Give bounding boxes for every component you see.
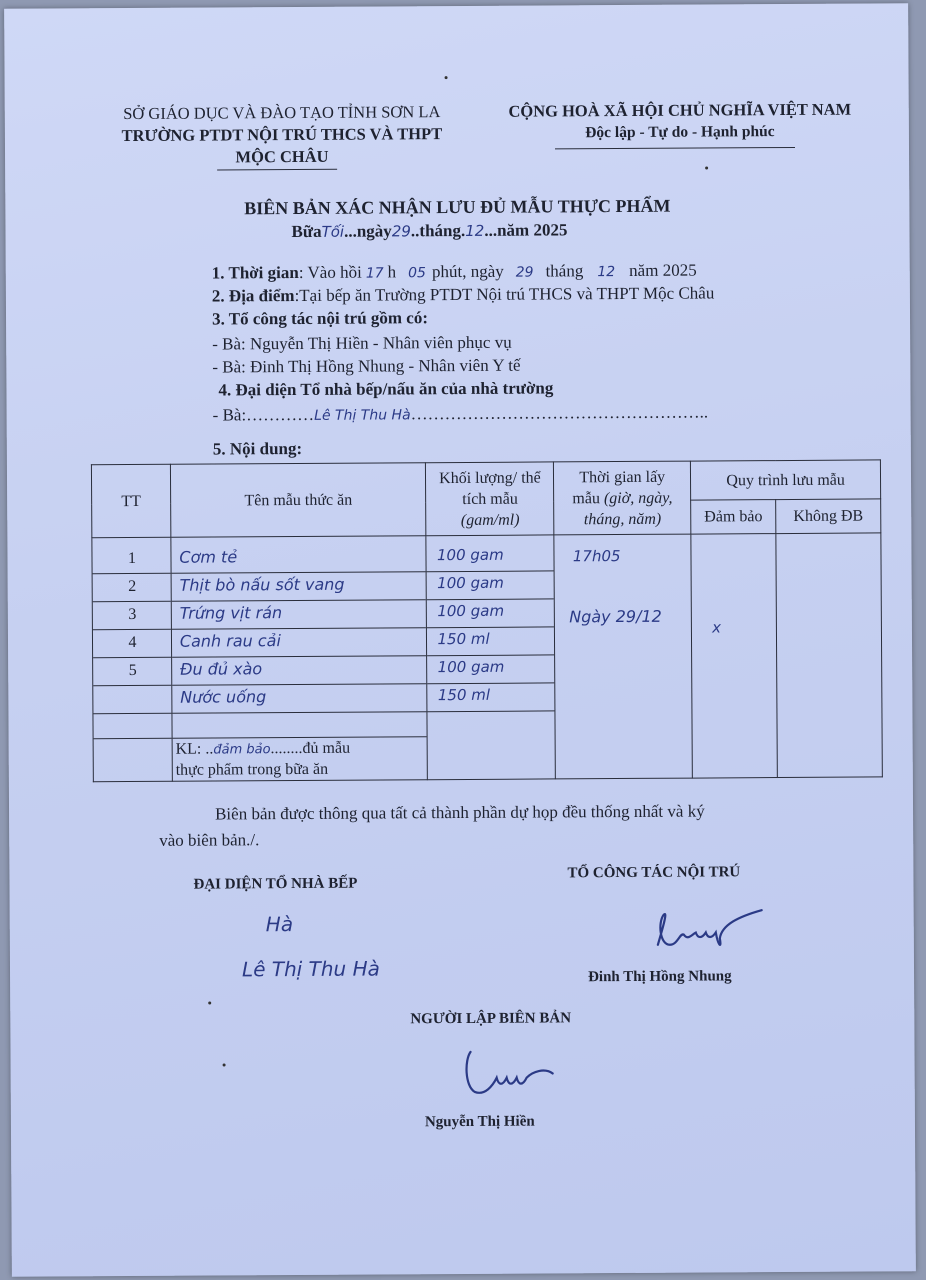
subtitle-year: ...năm 2025 — [484, 220, 568, 240]
col-tt-header: TT — [91, 464, 170, 537]
header-right — [495, 99, 865, 145]
ok-mark: x — [712, 618, 722, 637]
school-name: TRƯỜNG PTDT NỘI TRÚ THCS VÀ THPT — [121, 124, 443, 146]
subtitle-day-label: ...ngày — [344, 221, 392, 241]
section-location-label: 2. Địa điểm — [211, 286, 295, 306]
row-3-name: Trứng vịt rán — [179, 603, 283, 623]
country-name: CỘNG HOÀ XÃ HỘI CHỦ NGHĨA VIỆT NAM — [508, 99, 852, 121]
row-divider — [172, 683, 427, 686]
row-divider — [428, 654, 555, 656]
time-minute: 05 — [408, 265, 426, 282]
subtitle-day: 29 — [391, 222, 411, 241]
conclusion-suffix: ........đủ mẫu — [270, 739, 351, 758]
time-hour: 17 — [365, 265, 384, 282]
conclusion — [175, 739, 350, 781]
row-divider — [428, 682, 555, 684]
conclusion-line2: thực phẩm trong bữa ăn — [175, 760, 329, 779]
time-text-c: phút, ngày — [431, 261, 504, 282]
col-time-line1: Thời gian lấy — [579, 468, 666, 486]
ok-column — [691, 534, 777, 779]
paper-speck — [705, 166, 708, 169]
kitchen-rep-prefix: - Bà: — [212, 405, 247, 425]
row-divider — [428, 710, 555, 712]
row-3-amount: 100 gam — [437, 601, 505, 621]
row-divider — [93, 657, 171, 658]
board-signature-icon — [650, 904, 770, 955]
col-not-ok-header: Không ĐB — [776, 499, 881, 534]
time-column — [554, 534, 692, 779]
row-divider — [93, 685, 171, 686]
row-1-name: Cơm tẻ — [179, 547, 238, 567]
tt-column — [92, 537, 172, 781]
maker-name: Nguyễn Thị Hiền — [424, 1113, 535, 1131]
time-text-e: năm 2025 — [629, 260, 697, 280]
row-divider — [93, 601, 171, 602]
row-2-amount: 100 gam — [437, 573, 504, 593]
row-divider — [427, 570, 554, 572]
row-5-tt: 5 — [128, 661, 137, 680]
closing-line2: vào biên bản./. — [159, 830, 260, 850]
subtitle-meal: Tối — [321, 222, 345, 241]
row-divider — [172, 655, 427, 658]
paper-speck — [223, 1063, 226, 1066]
sample-time: 17h05 — [572, 547, 621, 566]
subtitle-meal-label: Bữa — [291, 221, 322, 242]
header-right-underline — [555, 147, 795, 149]
row-divider — [93, 629, 171, 630]
closing-line1: Biên bản được thông qua tất cả thành phần dự họp đều thống nhất và ký — [215, 801, 705, 824]
kitchen-signature-mark: Hà — [265, 912, 294, 937]
col-ok-header: Đảm bảo — [691, 500, 776, 535]
col-time-line2a: mẫu — [572, 489, 604, 507]
document-title: BIÊN BẢN XÁC NHẬN LƯU ĐỦ MẪU THỰC PHẨM — [244, 195, 671, 219]
section-kitchen-label: 4. Đại diện Tổ nhà bếp/nấu ăn của nhà trường — [218, 378, 554, 400]
sample-date: Ngày 29/12 — [569, 606, 662, 627]
board-member-2: - Bà: Đinh Thị Hồng Nhung - Nhân viên Y tế — [212, 355, 521, 377]
row-divider — [427, 598, 554, 600]
school-location: MỘC CHÂU — [235, 146, 329, 167]
row-divider — [93, 713, 171, 714]
conclusion-prefix: KL: .. — [175, 740, 214, 758]
section-time-label: 1. Thời gian — [211, 262, 299, 283]
conclusion-value: đảm bảo — [213, 742, 271, 758]
kitchen-sign-title: ĐẠI DIỆN TỔ NHÀ BẾP — [193, 875, 358, 893]
col-weight-header — [426, 462, 554, 536]
row-6-amount: 150 ml — [437, 685, 491, 705]
header-left — [97, 101, 467, 169]
section-location — [212, 283, 715, 306]
row-4-name: Canh rau cải — [179, 631, 281, 651]
col-process-header: Quy trình lưu mẫu — [691, 460, 881, 500]
row-divider — [427, 626, 554, 628]
time-text-b: h — [387, 262, 397, 282]
paper-speck — [208, 1002, 211, 1005]
table-body-row — [92, 533, 882, 782]
row-divider — [171, 571, 426, 574]
board-signer-name: Đinh Thị Hồng Nhung — [588, 968, 732, 986]
kitchen-signer-name: Lê Thị Thu Hà — [241, 956, 380, 982]
col-time-line3: tháng, năm) — [583, 510, 662, 528]
not-ok-column — [776, 533, 882, 778]
department-name: SỞ GIÁO DỤC VÀ ĐÀO TẠO TỈNH SƠN LA — [123, 102, 441, 124]
time-text-d: tháng — [545, 261, 584, 281]
row-6-name: Nước uống — [180, 687, 267, 707]
board-member-1: - Bà: Nguyễn Thị Hiền - Nhân viên phục vụ — [212, 332, 512, 354]
row-1-amount: 100 gam — [436, 545, 504, 565]
row-1-tt: 1 — [127, 549, 137, 568]
row-4-tt: 4 — [128, 633, 137, 652]
section-location-text: :Tại bếp ăn Trường PTDT Nội trú THCS và THPT Mộc Châu — [294, 283, 715, 306]
time-month: 12 — [597, 264, 616, 281]
row-divider — [172, 711, 427, 714]
row-2-name: Thịt bò nấu sốt vang — [179, 574, 345, 595]
paper-speck — [445, 76, 448, 79]
section-time — [212, 261, 697, 284]
col-time-header — [554, 461, 691, 535]
subtitle-month-label: ..tháng. — [410, 220, 466, 241]
row-4-amount: 150 ml — [437, 629, 490, 649]
maker-signature-icon — [460, 1045, 560, 1102]
col-name-header: Tên mẫu thức ăn — [170, 463, 426, 538]
row-3-tt: 3 — [128, 605, 137, 624]
name-column — [171, 536, 428, 782]
section-content-label: 5. Nội dung: — [212, 438, 303, 459]
row-5-name: Đu đủ xào — [180, 659, 263, 679]
section-board-label: 3. Tổ công tác nội trú gồm có: — [211, 308, 429, 329]
motto: Độc lập - Tự do - Hạnh phúc — [585, 123, 775, 142]
time-day: 29 — [515, 264, 534, 281]
food-sample-table — [91, 459, 883, 782]
col-weight-line3: (gam/ml) — [460, 511, 520, 529]
col-weight-line2: tích mẫu — [462, 490, 518, 508]
col-time-line2b: (giờ, ngày, — [603, 489, 673, 507]
row-divider — [94, 738, 172, 739]
document-subtitle — [291, 220, 567, 242]
kitchen-rep-name: Lê Thị Thu Hà — [314, 407, 411, 424]
subtitle-month: 12 — [465, 221, 485, 240]
row-2-tt: 2 — [128, 577, 137, 596]
col-weight-line1: Khối lượng/ thể — [439, 469, 541, 487]
document-page — [4, 3, 916, 1276]
table-header-row — [91, 460, 880, 504]
board-sign-title: TỔ CÔNG TÁC NỘI TRÚ — [567, 864, 741, 882]
row-5-amount: 100 gam — [437, 657, 505, 677]
header-left-underline — [217, 169, 337, 171]
row-divider — [172, 627, 427, 630]
row-divider — [172, 599, 427, 602]
maker-sign-title: NGƯỜI LẬP BIÊN BẢN — [410, 1010, 572, 1028]
row-divider — [93, 573, 171, 574]
section-kitchen-rep: - Bà:…………Lê Thị Thu Hà…………………………………………….. — [212, 402, 709, 425]
amount-column — [426, 535, 555, 780]
time-text-a: : Vào hồi — [298, 262, 362, 282]
